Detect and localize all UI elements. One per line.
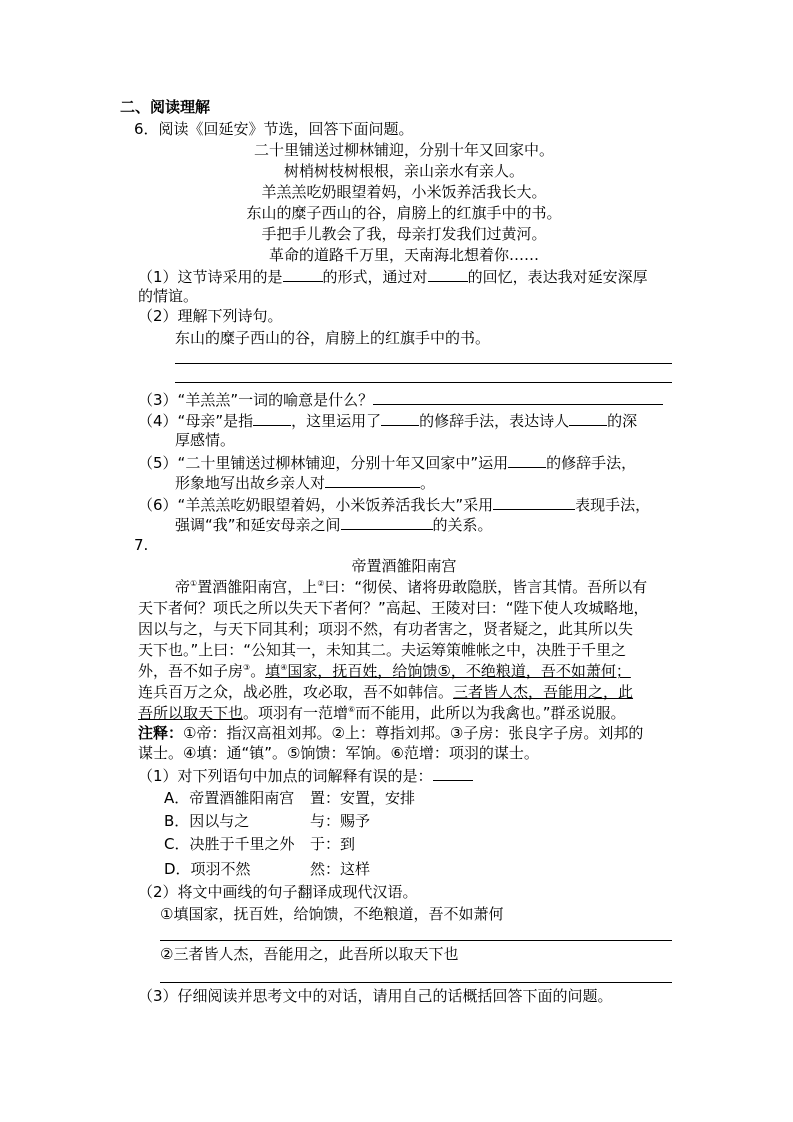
q6-part4: （4）“母亲”是指 ，这里运用了 的修辞手法，表达诗人 的深: [138, 412, 638, 430]
answer-blank[interactable]: [569, 410, 607, 426]
q7-number: 7.: [134, 536, 149, 554]
q6-part3: （3）“羊羔羔”一词的喻意是什么？: [138, 389, 663, 410]
answer-line[interactable]: [175, 382, 672, 383]
option-b-gloss: 与：赐予: [310, 812, 371, 830]
option-c-gloss: 于：到: [310, 835, 356, 853]
poem-line-3: 羊羔羔吃奶眼望着妈，小米饭养活我长大。: [261, 183, 547, 201]
answer-line[interactable]: [160, 982, 672, 983]
q7-part3: （3）仔细阅读并思考文中的对话，请用自己的话概括回答下面的问题。: [138, 987, 613, 1005]
annotation-line-2: 谋士。④填：通“镇”。⑤饷馈：军饷。⑥范增：项羽的谋士。: [138, 744, 539, 762]
q7-part2-sentence-1: ①填国家，抚百姓，给饷馈，不绝粮道，吾不如萧何: [160, 905, 504, 923]
option-c[interactable]: C．决胜于千里之外: [164, 835, 295, 853]
option-d-gloss: 然：这样: [310, 860, 371, 878]
q6-part1-cont: 的情谊。: [138, 287, 199, 305]
annotation-line-1: 注释：①帝：指汉高祖刘邦。②上：尊指刘邦。③子房：张良字子房。刘邦的: [138, 724, 644, 742]
option-b[interactable]: B．因以与之: [164, 812, 250, 830]
q6-part2: （2）理解下列诗句。: [138, 307, 283, 325]
underlined-sentence-2: 三者皆人杰，吾能用之，此: [453, 683, 634, 701]
option-d[interactable]: D．项羽不然: [164, 860, 251, 878]
passage-line-5: 外，吾不如子房③。填④国家，抚百姓，给饷馈⑤，不绝粮道，吾不如萧何；: [138, 662, 631, 680]
passage-line-2: 天下者何？项氏之所以失天下者何？”高起、王陵对曰：“陛下使人攻城略地，: [138, 599, 649, 617]
answer-blank[interactable]: [493, 494, 575, 510]
q7-part2-sentence-2: ②三者皆人杰，吾能用之，此吾所以取天下也: [160, 945, 459, 963]
answer-blank[interactable]: [433, 765, 473, 781]
underlined-sentence-1: 填④国家，抚百姓，给饷馈⑤，不绝粮道，吾不如萧何；: [265, 662, 631, 680]
passage-line-3: 因以与之，与天下同其利；项羽不然，有功者害之，贤者疑之，此其所以失: [138, 620, 634, 638]
q6-part1: （1）这节诗采用的是 的形式，通过对 的回忆，表达我对延安深厚: [138, 268, 648, 286]
answer-blank[interactable]: [428, 266, 468, 282]
poem-line-5: 手把手儿教会了我，母亲打发我们过黄河。: [261, 225, 547, 243]
answer-blank[interactable]: [283, 266, 323, 282]
poem-line-6: 革命的道路千万里，天南海北想着你……: [268, 246, 539, 264]
q6-part5-cont: 形象地写出故乡亲人对 。: [175, 474, 436, 492]
option-a-gloss: 置：安置，安排: [310, 789, 416, 807]
answer-line[interactable]: [160, 940, 672, 941]
passage-line-4: 天下也。”上曰：“公知其一，未知其二。夫运筹策帷帐之中，决胜于千里之: [138, 641, 627, 659]
q7-passage-title: 帝置酒雒阳南宫: [351, 557, 457, 575]
answer-blank[interactable]: [508, 452, 546, 468]
passage-line-7: 吾所以取天下也。项羽有一范增⑥而不能用，此所以为我禽也。”群丞说服。: [138, 704, 626, 722]
answer-blank[interactable]: [373, 389, 663, 405]
poem-line-4: 东山的糜子西山的谷，肩膀上的红旗手中的书。: [246, 204, 562, 222]
q7-part1: （1）对下列语句中加点的词解释有误的是：: [138, 765, 473, 786]
q6-part6-cont: 强调“我”和延安母亲之间 的关系。: [175, 516, 493, 534]
answer-blank[interactable]: [253, 410, 291, 426]
q7-part2: （2）将文中画线的句子翻译成现代汉语。: [138, 883, 418, 901]
section-heading: 二、阅读理解: [120, 98, 211, 116]
option-a[interactable]: A．帝置酒雒阳南宫: [164, 789, 295, 807]
answer-blank[interactable]: [341, 514, 433, 530]
passage-line-1: 帝①置酒雒阳南宫，上②曰：“彻侯、诸将毋敢隐朕，皆言其情。吾所以有: [175, 578, 648, 596]
answer-blank[interactable]: [325, 472, 420, 488]
poem-line-1: 二十里铺送过柳林铺迎，分别十年又回家中。: [253, 141, 554, 159]
passage-line-6: 连兵百万之众，战必胜，攻必取，吾不如韩信。三者皆人杰，吾能用之，此: [138, 683, 634, 701]
q6-intro: 6．阅读《回延安》节选，回答下面问题。: [134, 120, 414, 138]
answer-line[interactable]: [175, 363, 672, 364]
q6-part2-line: 东山的糜子西山的谷，肩膀上的红旗手中的书。: [175, 329, 491, 347]
q6-part6: （6）“羊羔羔吃奶眼望着妈，小米饭养活我长大”采用 表现手法，: [138, 496, 651, 514]
answer-blank[interactable]: [381, 410, 419, 426]
q6-part5: （5）“二十里铺送过柳林铺迎，分别十年又回家中”运用 的修辞手法，: [138, 454, 637, 472]
poem-line-2: 树梢树枝树根根，亲山亲水有亲人。: [283, 162, 524, 180]
underlined-sentence-2-end: 吾所以取天下也: [138, 704, 244, 722]
q6-part4-cont: 厚感情。: [175, 431, 236, 449]
